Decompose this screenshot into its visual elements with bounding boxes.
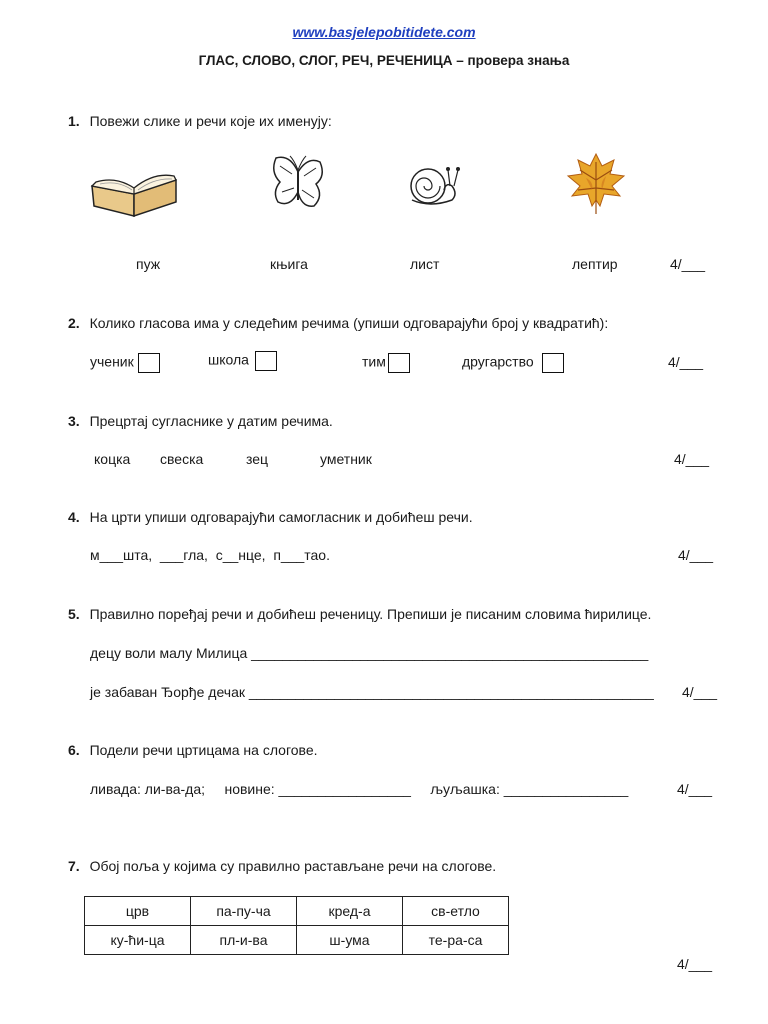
score-q5: 4/___ bbox=[682, 684, 718, 700]
syllable-table bbox=[84, 896, 509, 955]
score-q1: 4/___ bbox=[670, 256, 706, 272]
word-item: свеска bbox=[160, 451, 204, 467]
question-text: На црти упиши одговарајући самогласник и добићеш речи. bbox=[89, 509, 473, 525]
word-item: уметник bbox=[320, 451, 372, 467]
word-label: другарство bbox=[462, 353, 534, 370]
page-title: ГЛАС, СЛОВО, СЛОГ, РЕЧ, РЕЧЕНИЦА – провера знања bbox=[198, 53, 570, 68]
table-cell[interactable]: па-пу-ча bbox=[191, 897, 297, 926]
butterfly-icon bbox=[268, 152, 328, 216]
snail-icon bbox=[406, 156, 462, 210]
question-number: 5. bbox=[68, 606, 80, 622]
question-1 bbox=[68, 113, 332, 129]
score-q3: 4/___ bbox=[674, 451, 710, 467]
table-row bbox=[85, 926, 509, 955]
question-text: Правилно поређај речи и добићеш реченицу. Препиши је писаним словима ћирилице. bbox=[89, 606, 652, 622]
table-row bbox=[85, 897, 509, 926]
word-label: тим bbox=[362, 353, 386, 370]
word-item bbox=[90, 353, 160, 373]
sentence-line-2[interactable]: је забаван Ђорђе дечак ____________________________________________________ bbox=[90, 684, 654, 700]
question-text: Повежи слике и речи које их именују: bbox=[89, 113, 332, 129]
table-cell[interactable]: те-ра-са bbox=[403, 926, 509, 955]
leaf-icon bbox=[566, 150, 626, 216]
word-butterfly: лептир bbox=[572, 256, 618, 272]
score-q2: 4/___ bbox=[668, 354, 704, 370]
word-label: школа bbox=[208, 351, 249, 368]
word-item: коцка bbox=[94, 451, 131, 467]
question-text: Подели речи цртицама на слогове. bbox=[89, 742, 318, 758]
answer-box[interactable] bbox=[255, 351, 277, 371]
question-3 bbox=[68, 413, 333, 429]
table-cell[interactable]: ш-ума bbox=[297, 926, 403, 955]
word-item bbox=[208, 351, 277, 371]
table-cell[interactable]: ку-ћи-ца bbox=[85, 926, 191, 955]
word-item: зец bbox=[246, 451, 269, 467]
word-item bbox=[362, 353, 410, 373]
word-leaf: лист bbox=[410, 256, 440, 272]
website-link[interactable]: www.basjelepobitidete.com bbox=[292, 24, 476, 40]
word-snail: пуж bbox=[136, 256, 161, 272]
answer-box[interactable] bbox=[138, 353, 160, 373]
table-cell[interactable]: пл-и-ва bbox=[191, 926, 297, 955]
question-number: 2. bbox=[68, 315, 80, 331]
question-number: 4. bbox=[68, 509, 80, 525]
question-number: 1. bbox=[68, 113, 80, 129]
score-q4: 4/___ bbox=[678, 547, 714, 563]
question-2 bbox=[68, 315, 608, 331]
question-text: Колико гласова има у следећим речима (упиши одговарајући број у квадратић): bbox=[89, 315, 609, 331]
sentence-line-1[interactable]: децу воли малу Милица ___________________________________________________ bbox=[90, 645, 649, 661]
question-number: 7. bbox=[68, 858, 80, 874]
table-cell[interactable]: црв bbox=[85, 897, 191, 926]
table-cell[interactable]: кред-а bbox=[297, 897, 403, 926]
question-5 bbox=[68, 606, 651, 622]
question-4 bbox=[68, 509, 473, 525]
syllable-line[interactable]: ливада: ли-ва-да; новине: _________________ љуљашка: ________________ bbox=[90, 781, 629, 797]
score-q7: 4/___ bbox=[677, 956, 713, 972]
score-q6: 4/___ bbox=[677, 781, 713, 797]
book-icon bbox=[88, 166, 180, 218]
question-text: Обој поља у којима су правилно растављане речи на слогове. bbox=[89, 858, 497, 874]
answer-box[interactable] bbox=[388, 353, 410, 373]
word-label: ученик bbox=[90, 353, 134, 370]
word-book: књига bbox=[270, 256, 308, 272]
table-cell[interactable]: св-етло bbox=[403, 897, 509, 926]
answer-box[interactable] bbox=[542, 353, 564, 373]
question-6 bbox=[68, 742, 318, 758]
question-7 bbox=[68, 858, 496, 874]
question-number: 6. bbox=[68, 742, 80, 758]
question-number: 3. bbox=[68, 413, 80, 429]
question-text: Прецртај сугласнике у датим речима. bbox=[89, 413, 333, 429]
fill-in-line[interactable]: м___шта, ___гла, с__нце, п___тао. bbox=[90, 547, 330, 563]
word-item bbox=[462, 353, 564, 373]
